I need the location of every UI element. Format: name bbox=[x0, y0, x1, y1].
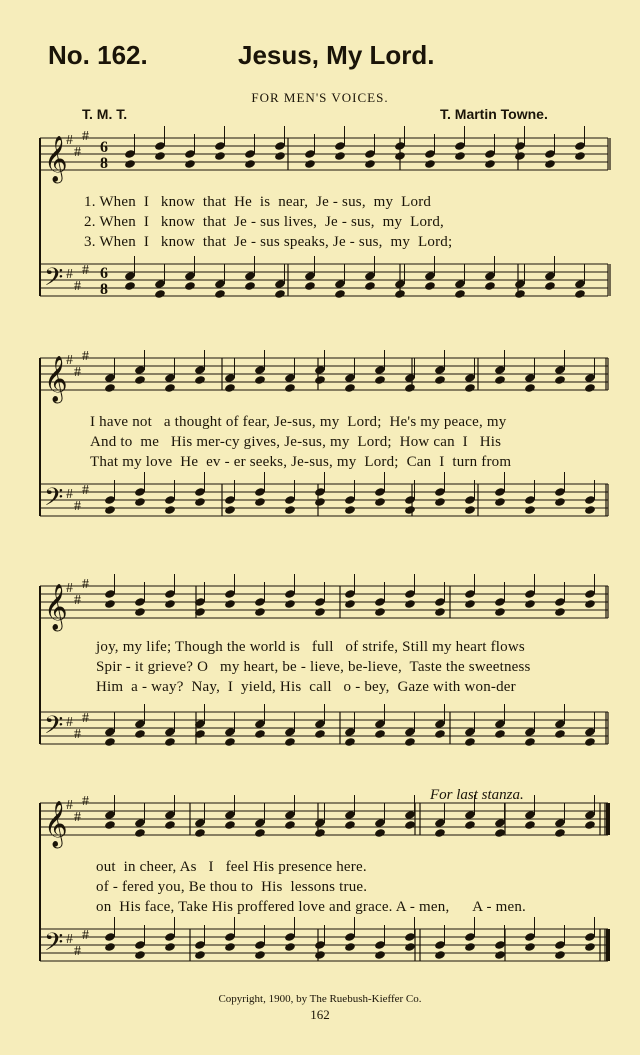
svg-text:#: # bbox=[82, 577, 89, 592]
svg-text:#: # bbox=[74, 365, 81, 380]
svg-text:#: # bbox=[82, 928, 89, 943]
lyric-line: 1. When I know that He is near, Je - sus, my Lord bbox=[84, 194, 432, 210]
lyricist-credit: T. M. T. bbox=[82, 106, 128, 122]
hymn-number: No. 162. bbox=[48, 40, 148, 70]
svg-text:𝄢: 𝄢 bbox=[44, 928, 64, 963]
lyric-line: That my love He ev - er seeks, Je-sus, my Lord; Can I turn from bbox=[90, 454, 512, 470]
svg-text:𝄞: 𝄞 bbox=[44, 136, 68, 182]
svg-text:#: # bbox=[74, 145, 81, 160]
lyric-line: of - fered you, Be thou to His lessons true. bbox=[96, 879, 368, 895]
copyright-notice: Copyright, 1900, by The Ruebush-Kieffer Co. bbox=[218, 993, 422, 1005]
lyric-line: on His face, Take His proffered love and grace. A - men, A - men. bbox=[96, 899, 526, 915]
svg-text:#: # bbox=[74, 944, 81, 959]
svg-text:6: 6 bbox=[100, 265, 108, 282]
composer-credit: T. Martin Towne. bbox=[440, 106, 548, 122]
svg-text:𝄞: 𝄞 bbox=[44, 584, 68, 630]
svg-text:#: # bbox=[74, 593, 81, 608]
svg-text:#: # bbox=[74, 279, 81, 294]
svg-text:𝄢: 𝄢 bbox=[44, 483, 64, 518]
lyric-line: 3. When I know that Je - sus speaks, Je - sus, my Lord; bbox=[84, 234, 453, 250]
svg-text:#: # bbox=[82, 263, 89, 278]
lyric-line: Spir - it grieve? O my heart, be - lieve, be-lieve, Taste the sweetness bbox=[96, 659, 531, 675]
svg-text:#: # bbox=[74, 499, 81, 514]
svg-text:𝄞: 𝄞 bbox=[44, 356, 68, 402]
svg-text:#: # bbox=[66, 353, 73, 368]
svg-text:#: # bbox=[66, 133, 73, 148]
lyric-line: And to me His mer-cy gives, Je-sus, my Lord; How can I His bbox=[90, 434, 502, 450]
hymn-title: Jesus, My Lord. bbox=[238, 40, 435, 70]
svg-text:𝄢: 𝄢 bbox=[44, 711, 64, 746]
svg-text:8: 8 bbox=[100, 281, 108, 298]
page-number: 162 bbox=[310, 1007, 330, 1022]
last-stanza-note: For last stanza. bbox=[430, 787, 524, 803]
svg-text:𝄞: 𝄞 bbox=[44, 801, 68, 847]
svg-text:#: # bbox=[82, 129, 89, 144]
svg-text:#: # bbox=[74, 810, 81, 825]
svg-text:6: 6 bbox=[100, 139, 108, 156]
svg-text:#: # bbox=[82, 794, 89, 809]
lyric-line: Him a - way? Nay, I yield, His call o - bey, Gaze with won-der bbox=[96, 679, 516, 695]
voicing-label: FOR MEN'S VOICES. bbox=[251, 90, 389, 105]
svg-text:#: # bbox=[66, 932, 73, 947]
svg-text:#: # bbox=[82, 349, 89, 364]
svg-text:#: # bbox=[82, 483, 89, 498]
lyric-line: I have not a thought of fear, Je-sus, my Lord; He's my peace, my bbox=[90, 414, 507, 430]
svg-text:8: 8 bbox=[100, 155, 108, 172]
lyric-line: out in cheer, As I feel His presence here. bbox=[96, 859, 367, 875]
lyric-line: 2. When I know that Je - sus lives, Je - sus, my Lord, bbox=[84, 214, 444, 230]
svg-text:#: # bbox=[66, 798, 73, 813]
svg-text:#: # bbox=[66, 267, 73, 282]
svg-text:#: # bbox=[74, 727, 81, 742]
svg-text:#: # bbox=[82, 711, 89, 726]
svg-text:#: # bbox=[66, 715, 73, 730]
svg-text:𝄢: 𝄢 bbox=[44, 263, 64, 298]
svg-text:#: # bbox=[66, 581, 73, 596]
lyric-line: joy, my life; Though the world is full of strife, Still my heart flows bbox=[96, 639, 525, 655]
svg-text:#: # bbox=[66, 487, 73, 502]
music-system-3 bbox=[0, 578, 640, 778]
